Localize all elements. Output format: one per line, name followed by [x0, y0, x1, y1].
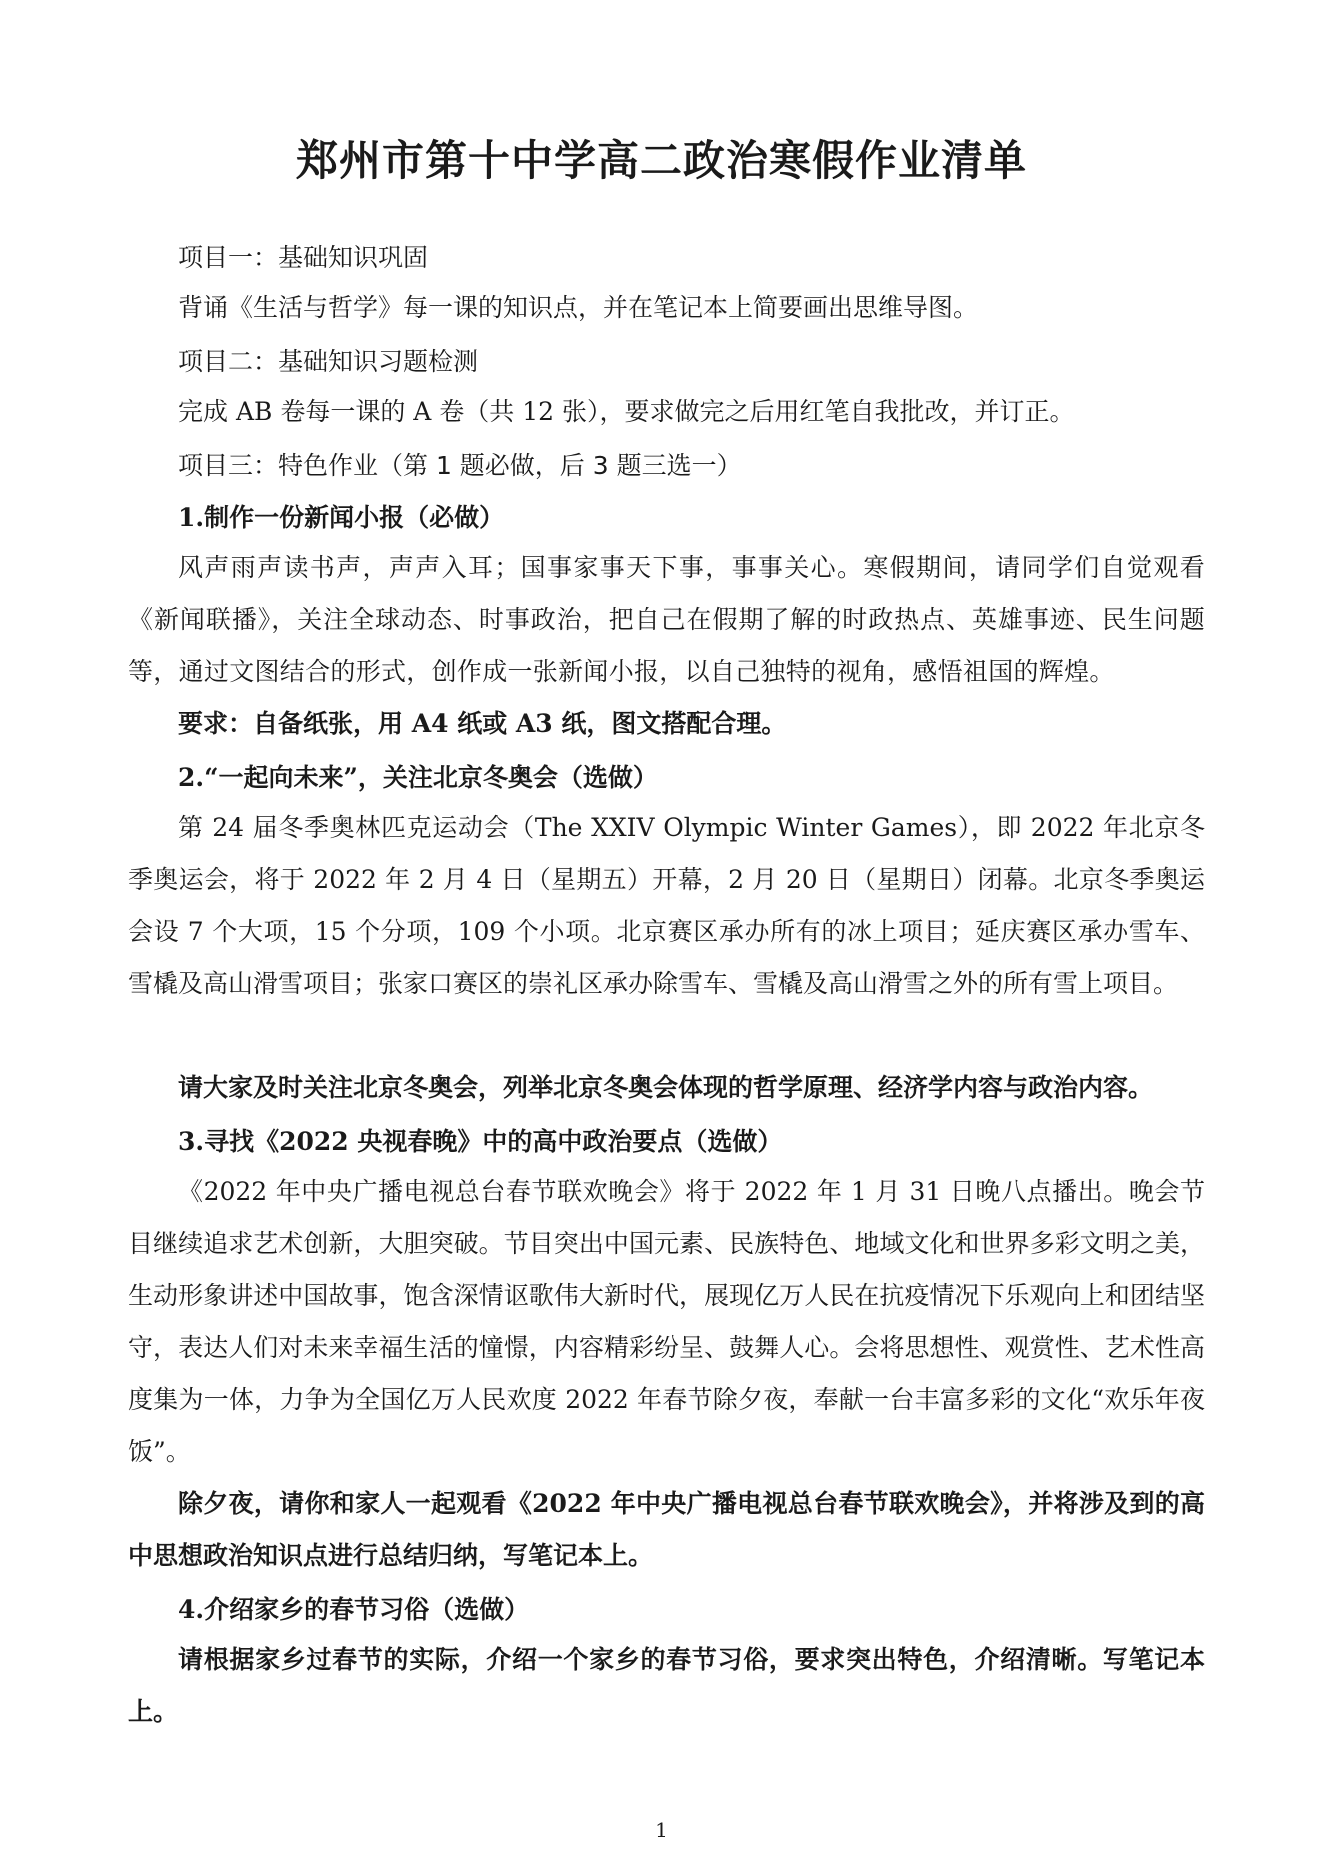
- task2-heading: 2.“一起向未来”，关注北京冬奥会（选做）: [178, 763, 658, 792]
- task4-heading: 4.介绍家乡的春节习俗（选做）: [178, 1595, 530, 1624]
- task3-heading: 3.寻找《2022 央视春晚》中的高中政治要点（选做）: [178, 1127, 783, 1156]
- task1-requirement: 要求：自备纸张，用 A4 纸或 A3 纸，图文搭配合理。: [178, 709, 787, 738]
- task4-requirement: 请根据家乡过春节的实际，介绍一个家乡的春节习俗，要求突出特色，介绍清晰。写笔记本上。: [128, 1645, 1205, 1726]
- task2-requirement: 请大家及时关注北京冬奥会，列举北京冬奥会体现的哲学原理、经济学内容与政治内容。: [178, 1073, 1154, 1102]
- item1-text: 背诵《生活与哲学》每一课的知识点，并在笔记本上简要画出思维导图。: [178, 293, 979, 322]
- item2-text: 完成 AB 卷每一课的 A 卷（共 12 张），要求做完之后用红笔自我批改，并订正。: [178, 397, 1075, 426]
- item3-heading: 项目三：特色作业（第 1 题必做，后 3 题三选一）: [178, 451, 742, 480]
- item2-heading: 项目二：基础知识习题检测: [178, 347, 479, 376]
- task3-requirement: 除夕夜，请你和家人一起观看《2022 年中央广播电视总台春节联欢晚会》，并将涉及到的高中思想政治知识点进行总结归纳，写笔记本上。: [128, 1489, 1205, 1570]
- task3-text: 《2022 年中央广播电视总台春节联欢晚会》将于 2022 年 1 月 31 日晚八点播出。晚会节目继续追求艺术创新，大胆突破。节目突出中国元素、民族特色、地域文化和世界多彩文明之美，生动形象讲述中国故事，饱含深情讴歌伟大新时代，展现亿万人民在抗疫情况下乐观向上和团结坚守，表达人们对未来幸福生活的憧憬，内容精彩纷呈、鼓舞人心。会将思想性、观赏性、艺术性高度集为一体，力争为全国亿万人民欢度 2022 年春节除夕夜，奉献一台丰富多彩的文化“欢乐年夜饭”。: [128, 1177, 1205, 1466]
- task1-heading: 1.制作一份新闻小报（必做）: [178, 503, 505, 532]
- item1-heading: 项目一：基础知识巩固: [178, 243, 429, 272]
- task2-text: 第 24 届冬季奥林匹克运动会（The XXIV Olympic Winter Games），即 2022 年北京冬季奥运会，将于 2022 年 2 月 4 日（星期五）开幕，2 月 20 日（星期日）闭幕。北京冬季奥运会设 7 个大项，15 个分项，109 个小项。北京赛区承办所有的冰上项目；延庆赛区承办雪车、雪橇及高山滑雪项目；张家口赛区的崇礼区承办除雪车、雪橇及高山滑雪之外的所有雪上项目。: [128, 813, 1205, 998]
- document-title: 郑州市第十中学高二政治寒假作业清单: [295, 136, 1027, 185]
- page-number: 1: [655, 1818, 668, 1842]
- task1-text: 风声雨声读书声，声声入耳；国事家事天下事，事事关心。寒假期间，请同学们自觉观看《新闻联播》，关注全球动态、时事政治，把自己在假期了解的时政热点、英雄事迹、民生问题等，通过文图结合的形式，创作成一张新闻小报，以自己独特的视角，感悟祖国的辉煌。: [128, 553, 1205, 686]
